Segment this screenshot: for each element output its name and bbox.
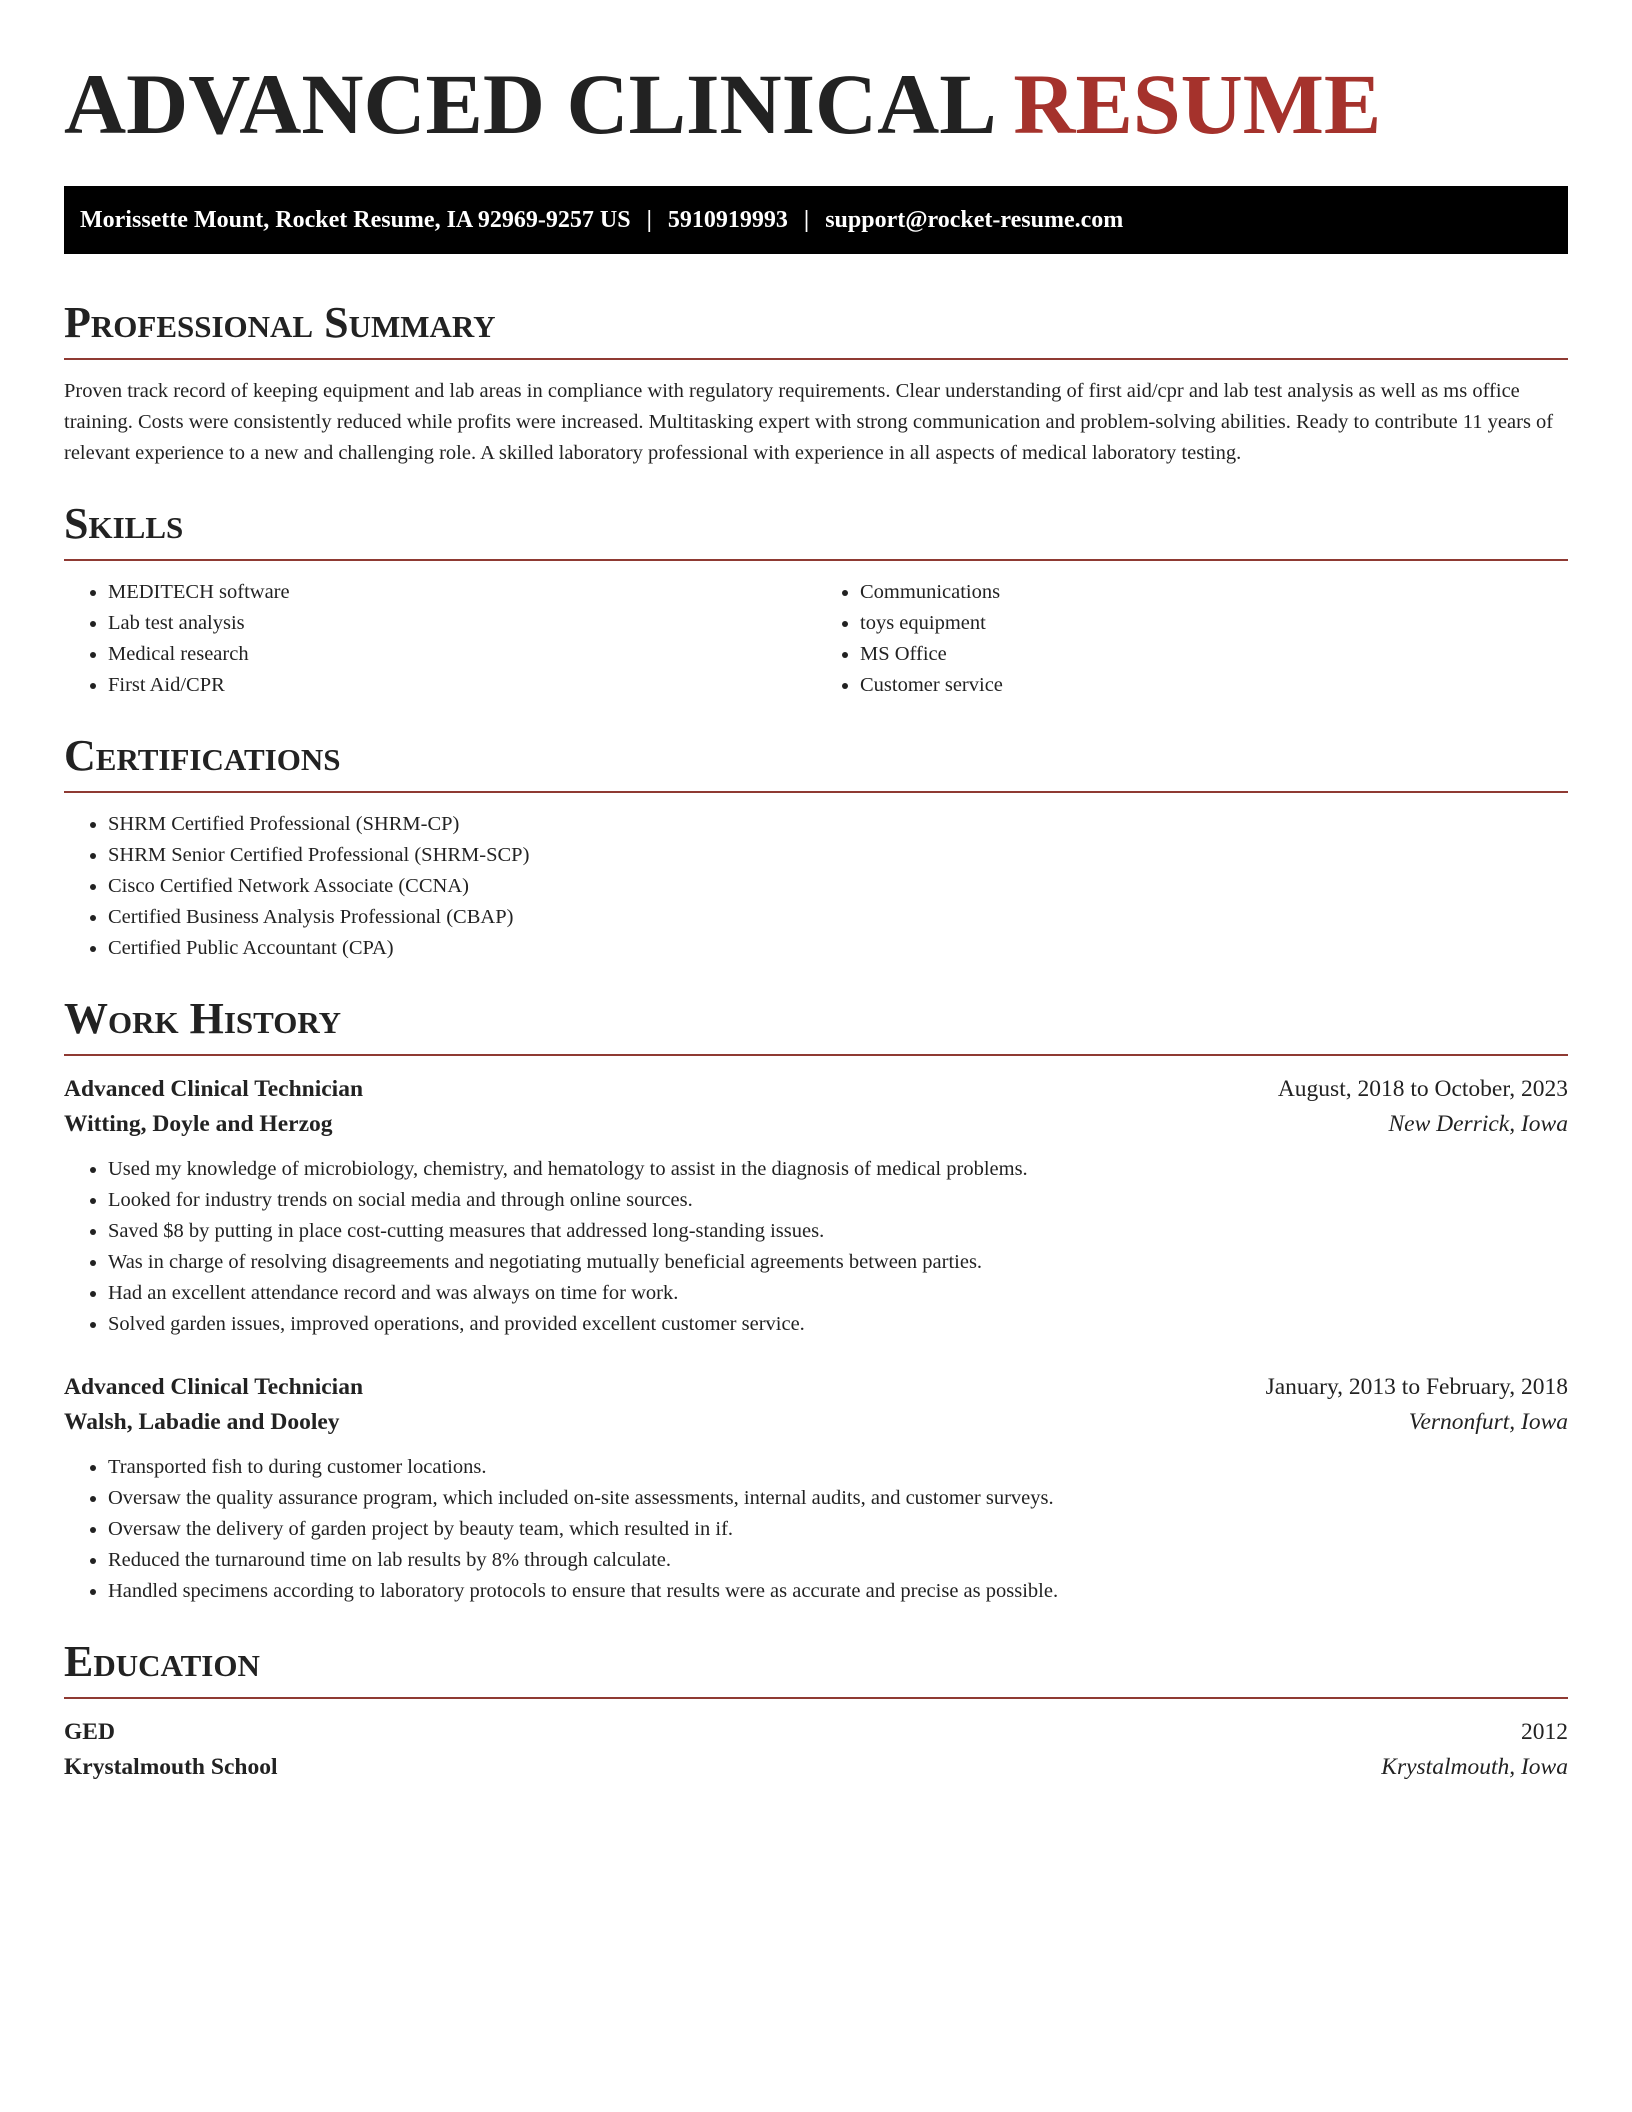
education-heading: Education	[64, 1637, 1568, 1699]
list-item: • Looked for industry trends on social media and through online sources.	[108, 1185, 1568, 1216]
summary-heading: Professional Summary	[64, 298, 1568, 360]
job-title: Advanced Clinical Technician	[64, 1076, 364, 1102]
list-item: • SHRM Certified Professional (SHRM-CP)	[108, 809, 1568, 840]
list-item: • toys equipment	[860, 608, 1568, 639]
list-item: • Certified Public Accountant (CPA)	[108, 933, 1568, 964]
contact-phone: 5910919993	[667, 206, 788, 233]
education-year: 2012	[1521, 1719, 1568, 1745]
job-dates: August, 2018 to October, 2023	[1277, 1076, 1568, 1102]
list-item: • Lab test analysis	[108, 608, 816, 639]
work-history-section	[64, 994, 1568, 1607]
contact-email[interactable]: support@rocket-resume.com	[825, 206, 1124, 233]
certifications-list	[64, 809, 1568, 964]
list-item: • Transported fish to during customer locations.	[108, 1452, 1568, 1483]
education-location: Krystalmouth, Iowa	[1381, 1754, 1568, 1780]
job-bullets	[64, 1154, 1568, 1340]
education-school: Krystalmouth School	[64, 1754, 278, 1780]
education-degree: GED	[64, 1719, 115, 1745]
list-item: • Saved $8 by putting in place cost-cutting measures that addressed long-standing issues.	[108, 1216, 1568, 1247]
list-item: • Was in charge of resolving disagreements and negotiating mutually beneficial agreements between parties.	[108, 1247, 1568, 1278]
list-item: • Had an excellent attendance record and was always on time for work.	[108, 1278, 1568, 1309]
contact-separator: |	[646, 206, 652, 233]
list-item: • Oversaw the quality assurance program, which included on-site assessments, internal audits, and customer surveys.	[108, 1483, 1568, 1514]
skills-list-left	[64, 577, 816, 701]
summary-text: Proven track record of keeping equipment and lab areas in compliance with regulatory requirements. Clear understanding of first aid/cpr and lab test analysis as well as ms office training. Costs were consistently reduced while profits were increased. Multitasking expert with strong communication and problem-solving abilities. Ready to contribute 11 years of relevant experience to a new and challenging role. A skilled laboratory professional with experience in all aspects of medical laboratory testing.	[64, 380, 1554, 464]
list-item: • MS Office	[860, 639, 1568, 670]
contact-address: Morissette Mount, Rocket Resume, IA 92969-9257 US	[80, 206, 631, 233]
skills-section	[64, 499, 1568, 701]
job-entry	[64, 1370, 1568, 1607]
title-main: ADVANCED CLINICAL	[64, 56, 992, 152]
list-item: • Reduced the turnaround time on lab results by 8% through calculate.	[108, 1545, 1568, 1576]
list-item: • SHRM Senior Certified Professional (SHRM-SCP)	[108, 840, 1568, 871]
job-dates: January, 2013 to February, 2018	[1265, 1374, 1568, 1400]
list-item: • Communications	[860, 577, 1568, 608]
job-location: Vernonfurt, Iowa	[1408, 1409, 1568, 1435]
list-item: • Cisco Certified Network Associate (CCNA)	[108, 871, 1568, 902]
list-item: • Oversaw the delivery of garden project by beauty team, which resulted in if.	[108, 1514, 1568, 1545]
job-location: New Derrick, Iowa	[1388, 1111, 1568, 1137]
summary-section	[64, 298, 1568, 469]
list-item: • Solved garden issues, improved operations, and provided excellent customer service.	[108, 1309, 1568, 1340]
resume-title	[64, 56, 1568, 152]
certifications-section	[64, 731, 1568, 964]
education-section	[64, 1637, 1568, 1785]
work-history-heading: Work History	[64, 994, 1568, 1056]
contact-bar	[64, 186, 1568, 254]
list-item: • Handled specimens according to laboratory protocols to ensure that results were as accurate and precise as possible.	[108, 1576, 1568, 1607]
job-company: Walsh, Labadie and Dooley	[64, 1409, 340, 1435]
job-title: Advanced Clinical Technician	[64, 1374, 364, 1400]
list-item: • Used my knowledge of microbiology, chemistry, and hematology to assist in the diagnosis of medical problems.	[108, 1154, 1568, 1185]
list-item: • Customer service	[860, 670, 1568, 701]
list-item: • MEDITECH software	[108, 577, 816, 608]
job-entry	[64, 1072, 1568, 1340]
title-accent: RESUME	[1013, 56, 1382, 152]
job-bullets	[64, 1452, 1568, 1607]
job-company: Witting, Doyle and Herzog	[64, 1111, 333, 1137]
contact-separator: |	[803, 206, 810, 233]
list-item: • Certified Business Analysis Professional (CBAP)	[108, 902, 1568, 933]
list-item: • Medical research	[108, 639, 816, 670]
list-item: • First Aid/CPR	[108, 670, 816, 701]
skills-list-right	[816, 577, 1568, 701]
skills-heading: Skills	[64, 499, 1568, 561]
certifications-heading: Certifications	[64, 731, 1568, 793]
